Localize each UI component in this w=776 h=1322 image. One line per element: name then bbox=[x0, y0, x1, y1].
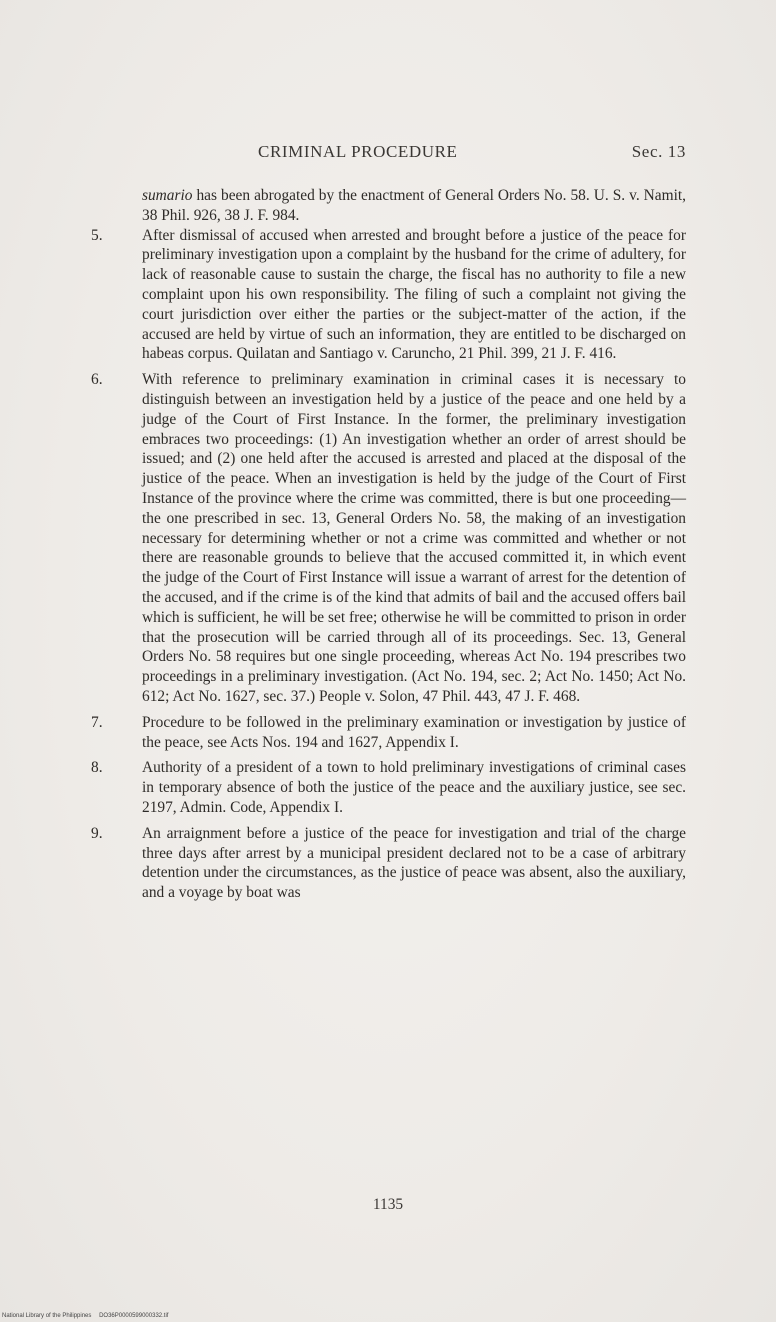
note-text: An arraignment before a justice of the peace for investigation and trial of the charge three days after arrest by a municipal president declared not to be a case of arbitrary detention under the circumstances, as the justice of peace was absent, also the auxiliary, and a voyage by boat was bbox=[142, 824, 686, 902]
note-text: After dismissal of accused when arrested and brought before a justice of the peace for preliminary investigation upon a complaint by the husband for the crime of adultery, for lack of reasonable cause to sustain the charge, the fiscal has no authority to file a new complaint upon his own responsibility. The filing of such a complaint not giving the court jurisdiction over either the parties or the subject-matter of the action, if the accused are held by virtue of such an information, they are entitled to be discharged on habeas corpus. Quilatan and Santiago v. Caruncho, 21 Phil. 399, 21 J. F. 416. bbox=[142, 226, 686, 363]
note-5 bbox=[91, 226, 686, 365]
italic-term: sumario bbox=[142, 187, 193, 204]
library-credit: National Library of the Philippines bbox=[2, 1313, 92, 1319]
note-7 bbox=[91, 713, 686, 753]
scan-footer bbox=[2, 1313, 174, 1319]
continued-paragraph bbox=[142, 186, 686, 226]
chapter-title: CRIMINAL PROCEDURE bbox=[258, 142, 458, 161]
note-number: 7. bbox=[91, 713, 103, 731]
running-header bbox=[112, 142, 690, 168]
note-text: Procedure to be followed in the preliminary examination or investigation by justice of the peace, see Acts Nos. 194 and 1627, Appendix I. bbox=[142, 713, 686, 751]
note-number: 9. bbox=[91, 824, 103, 842]
scan-code: DO36P0000599000332.tif bbox=[99, 1313, 169, 1319]
note-text: Authority of a president of a town to hold preliminary investigations of criminal cases in temporary absence of both the justice of the peace and the auxiliary justice, see sec. 2197, Admin. Code, Appendix I. bbox=[142, 759, 686, 816]
note-9 bbox=[91, 824, 686, 903]
note-8 bbox=[91, 758, 686, 817]
note-number: 8. bbox=[91, 759, 103, 777]
page-body bbox=[91, 186, 686, 909]
note-6 bbox=[91, 370, 686, 707]
section-label: Sec. 13 bbox=[631, 142, 686, 161]
continued-text: has been abrogated by the enactment of General Orders No. 58. U. S. v. Namit, 38 Phil. 926, 38 J. F. 984. bbox=[142, 187, 686, 224]
note-text: With reference to preliminary examination in criminal cases it is necessary to distinguish between an investigation held by a justice of the peace and one held by a judge of the Court of First Instance. In the former, the preliminary investigation embraces two proceedings: (1) An investigation whether an order of arrest should be issued; and (2) one held after the accused is arrested and placed at the disposal of the justice of the peace. When an investigation is held by the judge of the Court of First Instance of the province where the crime was committed, there is but one proceeding—the one prescribed in sec. 13, General Orders No. 58, the making of an investigation necessary for determining whether or not a crime was committed and whether or not there are reasonable grounds to believe that the accused committed it, in which event the judge of the Court of First Instance will issue a warrant of arrest for the detention of the accused, and if the crime is of the kind that admits of bail and the accused offers bail which is sufficient, he will be set free; otherwise he will be committed to prison in order that the prosecution will be carried through all of its proceedings. Sec. 13, General Orders No. 58 requires but one single proceeding, whereas Act No. 194 prescribes two proceedings in a preliminary investigation. (Act No. 194, sec. 2; Act No. 1450; Act No. 612; Act No. 1627, sec. 37.) People v. Solon, 47 Phil. 443, 47 J. F. 468. bbox=[142, 371, 686, 705]
note-number: 6. bbox=[91, 371, 103, 389]
note-number: 5. bbox=[91, 226, 103, 244]
page-number: 1135 bbox=[372, 1196, 404, 1213]
